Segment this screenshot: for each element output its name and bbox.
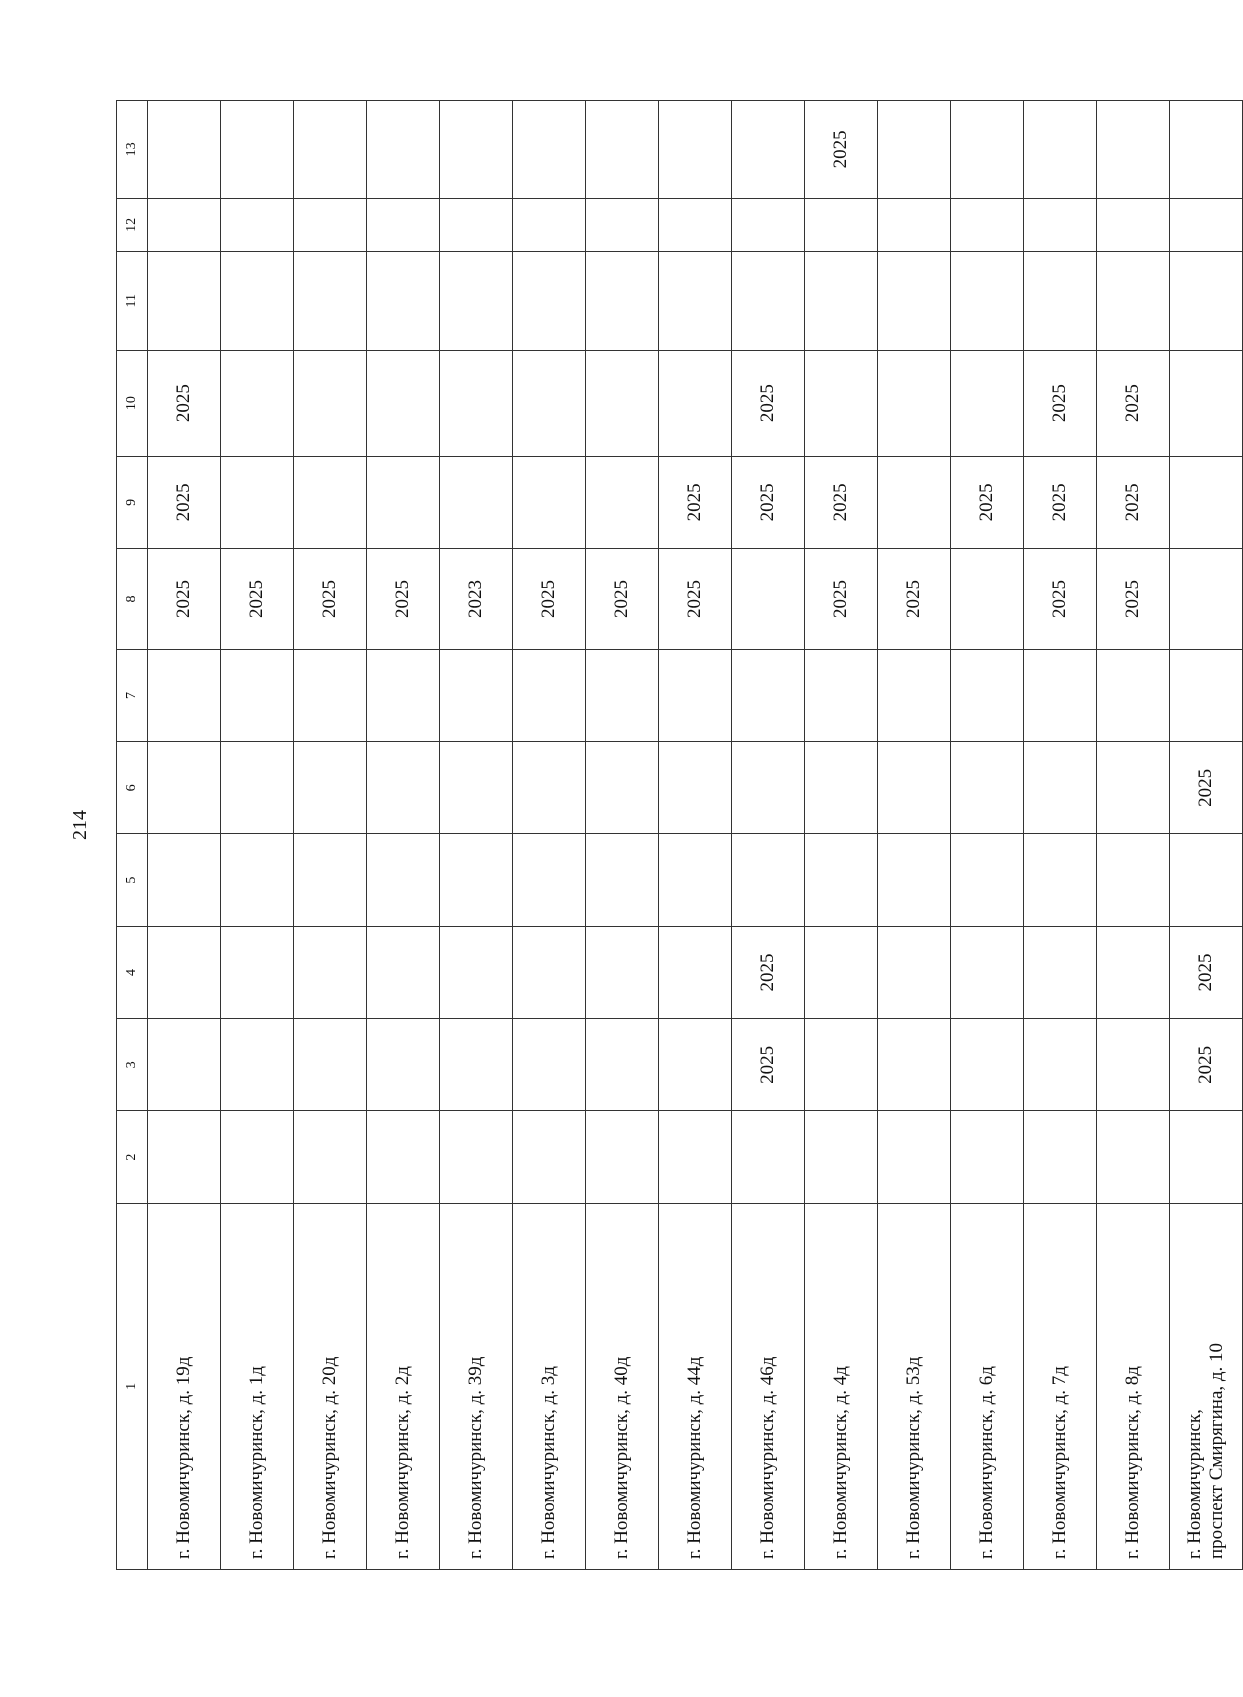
year-cell xyxy=(586,251,659,350)
year-cell xyxy=(1024,649,1097,741)
column-header: 1 xyxy=(117,1203,148,1569)
year-cell xyxy=(951,350,1024,456)
year-cell xyxy=(878,926,951,1018)
year-cell xyxy=(367,350,440,456)
year-cell xyxy=(878,1019,951,1111)
year-cell: 2025 xyxy=(951,456,1024,548)
year-cell xyxy=(878,101,951,199)
year-cell xyxy=(586,649,659,741)
year-cell xyxy=(148,1019,221,1111)
year-cell xyxy=(659,101,732,199)
year-cell: 2025 xyxy=(1024,456,1097,548)
year-cell xyxy=(951,1111,1024,1203)
year-cell xyxy=(805,742,878,834)
year-cell xyxy=(878,649,951,741)
year-cell: 2025 xyxy=(1097,456,1170,548)
year-cell xyxy=(294,926,367,1018)
year-cell: 2025 xyxy=(659,549,732,650)
year-cell xyxy=(513,1019,586,1111)
address-cell: г. Новомичуринск, д. 40д xyxy=(586,1203,659,1569)
year-cell xyxy=(878,1111,951,1203)
table-row xyxy=(586,101,659,1570)
address-cell: г. Новомичуринск, д. 4д xyxy=(805,1203,878,1569)
table-row xyxy=(513,101,586,1570)
year-cell xyxy=(148,742,221,834)
year-cell xyxy=(148,101,221,199)
year-cell xyxy=(659,834,732,926)
year-cell xyxy=(586,1111,659,1203)
year-cell xyxy=(1170,649,1243,741)
year-cell: 2025 xyxy=(1170,742,1243,834)
year-cell xyxy=(440,1019,513,1111)
year-cell xyxy=(1024,834,1097,926)
year-cell xyxy=(1097,1111,1170,1203)
year-cell xyxy=(440,456,513,548)
year-cell xyxy=(367,1111,440,1203)
year-cell xyxy=(805,834,878,926)
column-header: 3 xyxy=(117,1019,148,1111)
year-cell xyxy=(1097,742,1170,834)
year-cell xyxy=(221,251,294,350)
year-cell: 2025 xyxy=(148,456,221,548)
year-cell xyxy=(513,198,586,251)
column-header: 4 xyxy=(117,926,148,1018)
address-cell: г. Новомичуринск, д. 39д xyxy=(440,1203,513,1569)
address-line-2: проспект Смирягина, д. 10 xyxy=(1206,1342,1227,1559)
year-cell xyxy=(951,834,1024,926)
year-cell xyxy=(586,198,659,251)
year-cell: 2025 xyxy=(221,549,294,650)
year-cell xyxy=(1170,834,1243,926)
year-cell xyxy=(1097,649,1170,741)
year-cell: 2025 xyxy=(805,456,878,548)
address-cell: г. Новомичуринск, д. 20д xyxy=(294,1203,367,1569)
year-cell xyxy=(732,742,805,834)
column-number-header-row xyxy=(117,101,148,1570)
year-cell: 2025 xyxy=(294,549,367,650)
table-row xyxy=(878,101,951,1570)
year-cell xyxy=(1024,926,1097,1018)
year-cell xyxy=(294,649,367,741)
year-cell xyxy=(440,834,513,926)
column-header: 8 xyxy=(117,549,148,650)
year-cell: 2025 xyxy=(732,1019,805,1111)
address-cell: г. Новомичуринск, д. 8д xyxy=(1097,1203,1170,1569)
year-cell xyxy=(294,350,367,456)
year-cell xyxy=(805,350,878,456)
year-cell: 2025 xyxy=(148,350,221,456)
table-body xyxy=(148,101,1243,1570)
year-cell: 2025 xyxy=(586,549,659,650)
year-cell xyxy=(440,350,513,456)
year-cell xyxy=(1170,251,1243,350)
year-cell xyxy=(513,101,586,199)
table-row xyxy=(1024,101,1097,1570)
year-cell xyxy=(367,742,440,834)
year-cell xyxy=(1024,1111,1097,1203)
year-cell xyxy=(294,742,367,834)
year-cell: 2023 xyxy=(440,549,513,650)
year-cell xyxy=(513,251,586,350)
year-cell xyxy=(294,456,367,548)
year-cell xyxy=(732,101,805,199)
year-cell xyxy=(1170,198,1243,251)
table-row xyxy=(440,101,513,1570)
year-cell xyxy=(586,834,659,926)
year-cell xyxy=(659,742,732,834)
year-cell xyxy=(1024,1019,1097,1111)
year-cell xyxy=(294,834,367,926)
year-cell xyxy=(513,350,586,456)
year-cell xyxy=(221,1019,294,1111)
year-cell: 2025 xyxy=(367,549,440,650)
year-cell: 2025 xyxy=(1170,1019,1243,1111)
year-cell xyxy=(732,198,805,251)
year-cell: 2025 xyxy=(513,549,586,650)
year-cell xyxy=(294,101,367,199)
address-cell: г. Новомичуринск, д. 3д xyxy=(513,1203,586,1569)
rotated-table-container xyxy=(116,100,1241,1570)
year-cell: 2025 xyxy=(659,456,732,548)
year-cell xyxy=(148,834,221,926)
year-cell xyxy=(659,198,732,251)
year-cell xyxy=(148,1111,221,1203)
year-cell xyxy=(1097,834,1170,926)
year-cell xyxy=(367,456,440,548)
year-cell xyxy=(367,251,440,350)
year-cell xyxy=(732,251,805,350)
year-cell: 2025 xyxy=(1170,926,1243,1018)
year-cell: 2025 xyxy=(732,456,805,548)
year-cell xyxy=(440,649,513,741)
year-cell xyxy=(805,649,878,741)
year-cell xyxy=(1097,926,1170,1018)
table-row xyxy=(805,101,878,1570)
table-row xyxy=(951,101,1024,1570)
table-row xyxy=(1097,101,1170,1570)
year-cell xyxy=(805,1111,878,1203)
year-cell xyxy=(951,649,1024,741)
year-cell xyxy=(221,926,294,1018)
year-cell: 2025 xyxy=(1097,549,1170,650)
year-cell xyxy=(513,926,586,1018)
year-cell xyxy=(878,198,951,251)
column-header: 7 xyxy=(117,649,148,741)
year-cell xyxy=(1170,1111,1243,1203)
year-cell xyxy=(367,926,440,1018)
address-cell: г. Новомичуринск, д. 7д xyxy=(1024,1203,1097,1569)
year-cell xyxy=(513,456,586,548)
column-header: 6 xyxy=(117,742,148,834)
year-cell xyxy=(951,1019,1024,1111)
year-cell xyxy=(221,350,294,456)
year-cell xyxy=(221,649,294,741)
year-cell xyxy=(1024,198,1097,251)
year-cell xyxy=(221,1111,294,1203)
year-cell xyxy=(1170,549,1243,650)
year-cell xyxy=(659,1111,732,1203)
year-cell xyxy=(951,101,1024,199)
column-header: 11 xyxy=(117,251,148,350)
year-cell xyxy=(440,101,513,199)
address-cell: г. Новомичуринск, д. 53д xyxy=(878,1203,951,1569)
year-cell xyxy=(805,926,878,1018)
year-cell xyxy=(586,456,659,548)
year-cell xyxy=(294,1111,367,1203)
table-row xyxy=(659,101,732,1570)
year-cell xyxy=(440,1111,513,1203)
year-cell xyxy=(1170,101,1243,199)
year-cell xyxy=(1170,350,1243,456)
year-cell xyxy=(1024,742,1097,834)
column-header: 2 xyxy=(117,1111,148,1203)
year-cell xyxy=(221,198,294,251)
table-row xyxy=(148,101,221,1570)
year-cell xyxy=(878,834,951,926)
year-cell: 2025 xyxy=(1024,549,1097,650)
column-header: 13 xyxy=(117,101,148,199)
year-cell xyxy=(951,742,1024,834)
year-cell xyxy=(221,456,294,548)
address-cell xyxy=(1170,1203,1243,1569)
year-cell xyxy=(1024,101,1097,199)
year-cell: 2025 xyxy=(878,549,951,650)
address-cell: г. Новомичуринск, д. 19д xyxy=(148,1203,221,1569)
year-cell xyxy=(513,834,586,926)
year-cell xyxy=(586,742,659,834)
year-cell xyxy=(367,834,440,926)
year-cell xyxy=(367,1019,440,1111)
address-cell: г. Новомичуринск, д. 44д xyxy=(659,1203,732,1569)
year-cell xyxy=(805,198,878,251)
year-cell: 2025 xyxy=(805,101,878,199)
table-row xyxy=(1170,101,1243,1570)
year-cell xyxy=(1097,198,1170,251)
year-cell xyxy=(659,1019,732,1111)
year-cell: 2025 xyxy=(1024,350,1097,456)
year-cell xyxy=(367,649,440,741)
table-row xyxy=(367,101,440,1570)
year-cell xyxy=(1170,456,1243,548)
year-cell xyxy=(1097,1019,1170,1111)
column-header: 12 xyxy=(117,198,148,251)
year-cell xyxy=(367,101,440,199)
year-cell xyxy=(367,198,440,251)
year-cell xyxy=(1097,251,1170,350)
year-cell xyxy=(1097,101,1170,199)
column-header: 5 xyxy=(117,834,148,926)
year-cell xyxy=(951,251,1024,350)
year-cell xyxy=(1024,251,1097,350)
table-row xyxy=(221,101,294,1570)
year-cell xyxy=(148,251,221,350)
year-cell xyxy=(586,1019,659,1111)
year-cell: 2025 xyxy=(732,350,805,456)
year-cell xyxy=(951,198,1024,251)
schedule-table xyxy=(116,100,1243,1570)
address-cell: г. Новомичуринск, д. 1д xyxy=(221,1203,294,1569)
year-cell xyxy=(951,549,1024,650)
year-cell xyxy=(294,251,367,350)
year-cell: 2025 xyxy=(1097,350,1170,456)
year-cell xyxy=(805,1019,878,1111)
year-cell xyxy=(732,1111,805,1203)
year-cell xyxy=(732,549,805,650)
year-cell xyxy=(732,834,805,926)
year-cell xyxy=(878,251,951,350)
year-cell: 2025 xyxy=(148,549,221,650)
year-cell xyxy=(586,926,659,1018)
year-cell xyxy=(440,198,513,251)
address-cell: г. Новомичуринск, д. 46д xyxy=(732,1203,805,1569)
year-cell xyxy=(586,350,659,456)
year-cell xyxy=(586,101,659,199)
year-cell xyxy=(440,742,513,834)
year-cell xyxy=(659,926,732,1018)
year-cell xyxy=(951,926,1024,1018)
page-number: 214 xyxy=(69,810,91,840)
year-cell xyxy=(440,926,513,1018)
year-cell xyxy=(148,198,221,251)
year-cell xyxy=(221,101,294,199)
year-cell: 2025 xyxy=(805,549,878,650)
year-cell xyxy=(294,198,367,251)
year-cell xyxy=(148,926,221,1018)
table-row xyxy=(732,101,805,1570)
year-cell xyxy=(878,742,951,834)
year-cell xyxy=(878,350,951,456)
year-cell xyxy=(513,1111,586,1203)
address-cell: г. Новомичуринск, д. 6д xyxy=(951,1203,1024,1569)
year-cell xyxy=(659,350,732,456)
year-cell: 2025 xyxy=(732,926,805,1018)
year-cell xyxy=(294,1019,367,1111)
year-cell xyxy=(221,742,294,834)
column-header: 10 xyxy=(117,350,148,456)
table-row xyxy=(294,101,367,1570)
year-cell xyxy=(659,649,732,741)
year-cell xyxy=(659,251,732,350)
year-cell xyxy=(878,456,951,548)
year-cell xyxy=(805,251,878,350)
year-cell xyxy=(221,834,294,926)
year-cell xyxy=(732,649,805,741)
address-cell: г. Новомичуринск, д. 2д xyxy=(367,1203,440,1569)
year-cell xyxy=(513,649,586,741)
year-cell xyxy=(513,742,586,834)
year-cell xyxy=(148,649,221,741)
year-cell xyxy=(440,251,513,350)
address-line-1: г. Новомичуринск, xyxy=(1184,1409,1205,1559)
column-header: 9 xyxy=(117,456,148,548)
